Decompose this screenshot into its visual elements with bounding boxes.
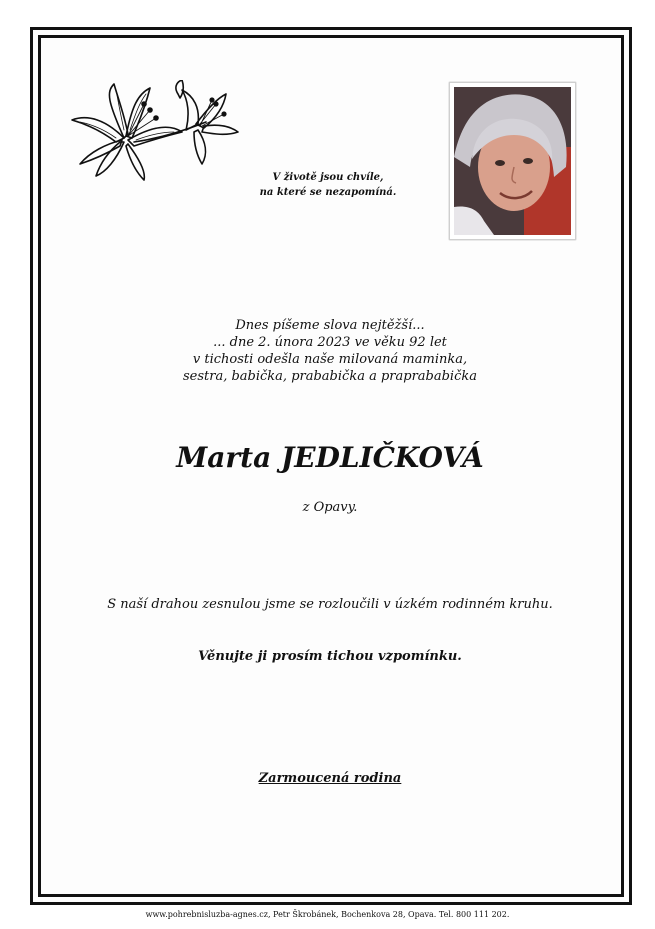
announcement-line-4: sestra, babička, prababička a praprababička xyxy=(182,369,477,384)
deceased-name: Marta JEDLIČKOVÁ xyxy=(176,441,484,474)
footer-contact: www.pohrebnisluzba-agnes.cz, Petr Škrobánek, Bochenkova 28, Opava. Tel. 800 111 202. xyxy=(145,910,510,919)
farewell-text: S naší drahou zesnulou jsme se rozloučili v úzkém rodinném kruhu. xyxy=(107,597,553,612)
announcement-line-2: ... dne 2. února 2023 ve věku 92 let xyxy=(213,335,447,350)
motto xyxy=(238,170,418,200)
motto-line-2: na které se nezapomíná. xyxy=(259,187,397,198)
lily-flower-icon xyxy=(66,80,242,184)
announcement-line-3: v tichosti odešla naše milovaná maminka, xyxy=(192,352,468,367)
signature: Zarmoucená rodina xyxy=(258,771,402,786)
remembrance-text: Věnujte ji prosím tichou vzpomínku. xyxy=(198,649,462,664)
portrait-photo-frame xyxy=(449,82,576,240)
deceased-origin: z Opavy. xyxy=(302,500,358,515)
announcement-line-1: Dnes píšeme slova nejtěžší... xyxy=(235,318,425,333)
announcement xyxy=(130,317,530,385)
portrait-photo xyxy=(454,87,571,235)
motto-line-1: V životě jsou chvíle, xyxy=(272,172,384,183)
